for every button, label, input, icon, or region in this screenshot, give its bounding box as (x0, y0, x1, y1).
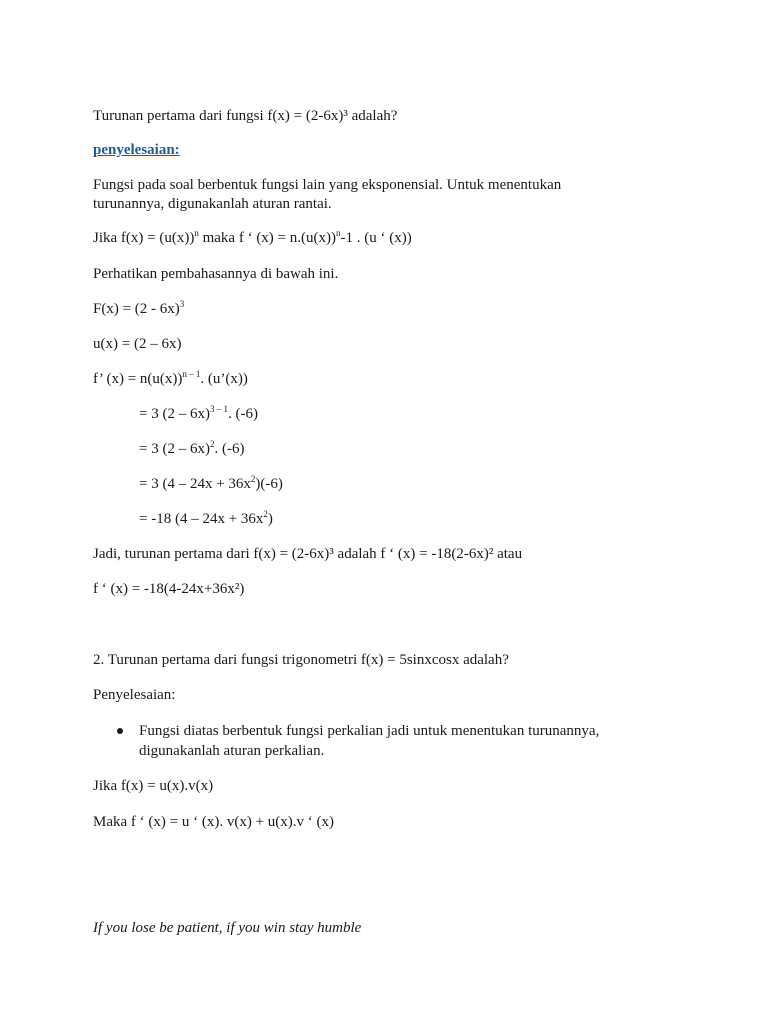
explanation-line-1: Fungsi pada soal berbentuk fungsi lain yang eksponensial. Untuk menentukan (93, 177, 562, 193)
derivation-step-1-a: f’ (x) = n(u(x)) (93, 371, 183, 387)
conclusion-line-2: f ‘ (x) = -18(4-24x+36x²) (93, 581, 245, 597)
chain-rule-part-c: -1 . (u ‘ (x)) (340, 230, 412, 246)
question-2-title: 2. Turunan pertama dari fungsi trigonometri f(x) = 5sinxcosx adalah? (93, 652, 509, 668)
derivation-step-4-exp: 2 (250, 474, 256, 484)
derivation-step-5-exp: 2 (263, 509, 268, 519)
chain-rule-exp-n2: n (336, 228, 341, 238)
derivation-step-1-b: . (u’(x)) (200, 371, 248, 387)
question-2-heading: Penyelesaian: (93, 687, 176, 703)
bullet-line-2: digunakanlah aturan perkalian. (139, 743, 325, 759)
chain-rule-formula (93, 229, 412, 247)
question-1-title: Turunan pertama dari fungsi f(x) = (2-6x)³ adalah? (93, 108, 398, 124)
product-rule-line-2: Maka f ‘ (x) = u ‘ (x). v(x) + u(x).v ‘ (x) (93, 814, 335, 830)
derivation-step-5-b: ) (267, 511, 273, 527)
derivation-step-4-b: )(-6) (255, 476, 283, 492)
derivation-step-4-a: = 3 (4 – 24x + 36x (139, 476, 251, 492)
instruction-text: Perhatikan pembahasannya di bawah ini. (93, 266, 339, 282)
solution-heading-link[interactable]: penyelesaian: (93, 142, 180, 158)
derivation-step-4 (139, 475, 283, 493)
derivation-step-2-b: . (-6) (227, 406, 258, 422)
u-definition: u(x) = (2 – 6x) (93, 336, 182, 352)
derivation-step-3-b: . (-6) (214, 441, 245, 457)
bullet-dot-icon (117, 728, 123, 734)
derivation-step-3 (139, 440, 244, 458)
derivation-step-1-exp: n – 1 (182, 369, 201, 379)
derivation-step-2-a: = 3 (2 – 6x) (139, 406, 210, 422)
chain-rule-part-b: maka f ‘ (x) = n.(u(x)) (198, 230, 336, 246)
derivation-step-3-exp: 2 (209, 439, 215, 449)
bullet-line-1: Fungsi diatas berbentuk fungsi perkalian jadi untuk menentukan turunannya, (139, 723, 600, 739)
explanation-line-2: turunannya, digunakanlah aturan rantai. (93, 196, 332, 212)
derivation-step-5 (139, 510, 273, 528)
function-definition-base: F(x) = (2 - 6x) (93, 301, 180, 317)
derivation-step-2-exp: 3 – 1 (209, 404, 228, 414)
function-definition (93, 300, 184, 318)
chain-rule-exp-n: n (194, 228, 199, 238)
derivation-step-1 (93, 370, 248, 388)
motto-quote: If you lose be patient, if you win stay humble (93, 920, 362, 936)
conclusion-line-1: Jadi, turunan pertama dari f(x) = (2-6x)³ adalah f ‘ (x) = -18(2-6x)² atau (93, 546, 523, 562)
product-rule-line-1: Jika f(x) = u(x).v(x) (93, 778, 214, 794)
chain-rule-part-a: Jika f(x) = (u(x)) (93, 230, 195, 246)
function-definition-exp: 3 (179, 299, 185, 309)
derivation-step-3-a: = 3 (2 – 6x) (139, 441, 210, 457)
derivation-step-5-a: = -18 (4 – 24x + 36x (139, 511, 264, 527)
derivation-step-2 (139, 405, 258, 423)
